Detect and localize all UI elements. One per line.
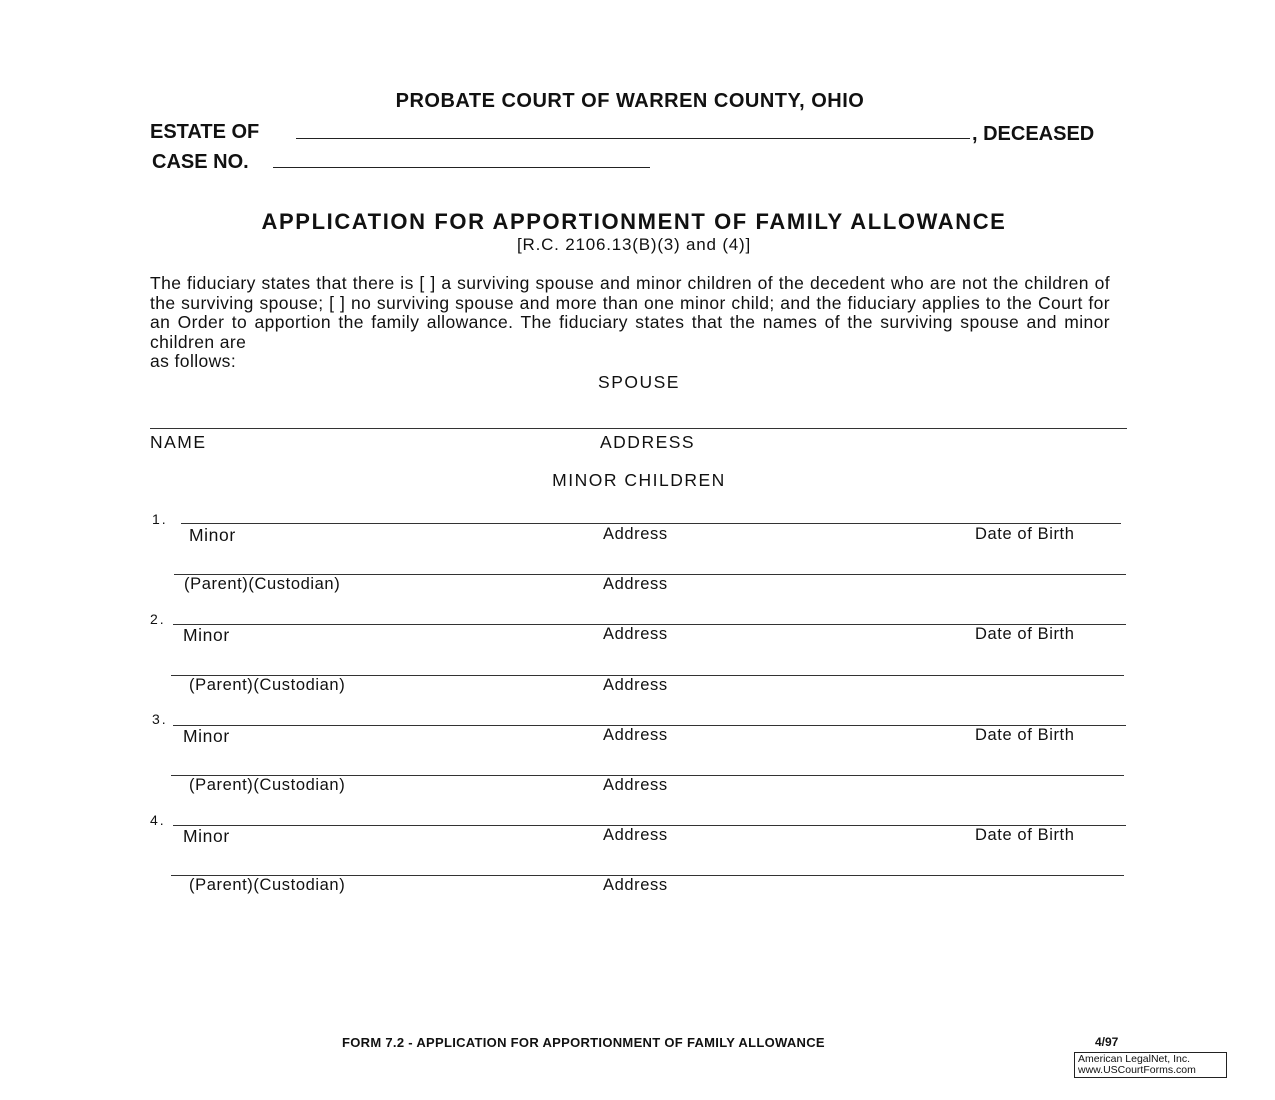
estate-label: ESTATE OF	[150, 121, 260, 143]
child-number: 4.	[150, 812, 166, 828]
minor-children-heading: MINOR CHILDREN	[552, 470, 726, 490]
child-number: 1.	[152, 511, 168, 527]
parent-custodian-label: (Parent)(Custodian)	[184, 575, 341, 593]
deceased-label: , DECEASED	[972, 123, 1095, 145]
form-title: APPLICATION FOR APPORTIONMENT OF FAMILY ALLOWANCE	[261, 209, 1007, 234]
date-of-birth-label: Date of Birth	[975, 726, 1075, 744]
address-label: Address	[603, 826, 668, 844]
child-minor-field[interactable]	[181, 523, 1121, 524]
case-number-field[interactable]	[273, 167, 650, 168]
minor-label: Minor	[183, 625, 230, 645]
publisher-name: American LegalNet, Inc.	[1078, 1053, 1191, 1065]
parent-custodian-label: (Parent)(Custodian)	[189, 676, 346, 694]
statute-citation: [R.C. 2106.13(B)(3) and (4)]	[516, 235, 752, 254]
statement-ending: as follows:	[150, 351, 237, 371]
estate-name-field[interactable]	[296, 138, 970, 139]
spouse-field[interactable]	[150, 428, 1127, 429]
minor-label: Minor	[183, 826, 230, 846]
minor-label: Minor	[189, 525, 236, 545]
parent-address-label: Address	[603, 776, 668, 794]
date-of-birth-label: Date of Birth	[975, 525, 1075, 543]
minor-label: Minor	[183, 726, 230, 746]
parent-custodian-label: (Parent)(Custodian)	[189, 876, 346, 894]
child-number: 3.	[152, 711, 168, 727]
date-of-birth-label: Date of Birth	[975, 625, 1075, 643]
form-revision-date: 4/97	[1095, 1035, 1119, 1049]
date-of-birth-label: Date of Birth	[975, 826, 1075, 844]
parent-custodian-label: (Parent)(Custodian)	[189, 776, 346, 794]
court-title: PROBATE COURT OF WARREN COUNTY, OHIO	[395, 90, 865, 112]
address-label: Address	[603, 625, 668, 643]
spouse-name-label: NAME	[150, 432, 207, 452]
spouse-address-label: ADDRESS	[600, 432, 696, 452]
child-number: 2.	[150, 611, 166, 627]
spouse-heading: SPOUSE	[598, 372, 680, 392]
parent-address-label: Address	[603, 575, 668, 593]
publisher-website: www.USCourtForms.com	[1078, 1064, 1196, 1076]
address-label: Address	[603, 726, 668, 744]
footer-form-title: FORM 7.2 - APPLICATION FOR APPORTIONMENT OF FAMILY ALLOWANCE	[342, 1035, 825, 1050]
case-label: CASE NO.	[152, 151, 249, 173]
parent-address-label: Address	[603, 676, 668, 694]
fiduciary-statement	[150, 274, 1110, 372]
address-label: Address	[603, 525, 668, 543]
publisher-box	[1074, 1052, 1227, 1078]
statement-text: The fiduciary states that there is [ ] a surviving spouse and minor children of the decedent who are not the children of the surviving spouse; [ ] no surviving spouse and more than one minor child; and the fiduciary applies to the Court for an Order to apportion the family allowance. The fiduciary states that the names of the surviving spouse and minor children are	[150, 273, 1110, 352]
parent-address-label: Address	[603, 876, 668, 894]
